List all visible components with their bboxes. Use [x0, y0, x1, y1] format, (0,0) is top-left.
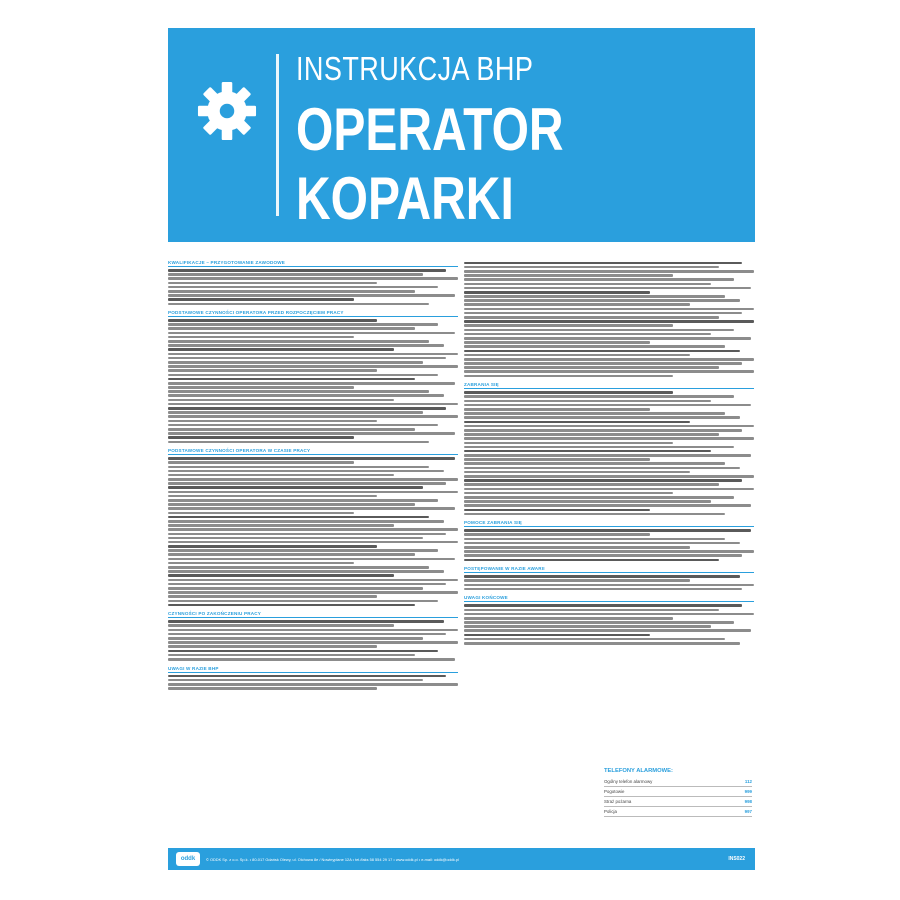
section-title: PODSTAWOWE CZYNNOŚCI OPERATORA PRZED ROZPOCZĘCIEM PRACY [168, 310, 458, 317]
text-line [464, 462, 725, 465]
text-line [464, 513, 725, 516]
text-line [464, 337, 751, 340]
instruction-section [464, 595, 754, 644]
text-line [464, 496, 734, 499]
text-line [168, 399, 394, 402]
text-line [168, 558, 455, 561]
poster-header [168, 28, 755, 242]
text-line [168, 491, 458, 494]
text-line [464, 316, 719, 319]
text-line [464, 362, 742, 365]
text-line [464, 391, 673, 394]
text-line [168, 495, 377, 498]
instruction-section [464, 520, 754, 561]
emergency-phones [604, 768, 752, 817]
text-line [464, 324, 673, 327]
text-line [464, 404, 751, 407]
text-line [168, 545, 377, 548]
text-line [464, 634, 650, 637]
text-line [464, 509, 650, 512]
instruction-section [168, 260, 458, 305]
text-line [464, 421, 690, 424]
text-line [168, 407, 446, 410]
text-line [168, 441, 429, 444]
text-line [168, 432, 455, 435]
text-line [168, 365, 458, 368]
text-line [464, 433, 719, 436]
text-line [168, 687, 377, 690]
text-line [168, 604, 415, 607]
text-line [464, 350, 740, 353]
text-line [168, 562, 354, 565]
text-line [168, 390, 429, 393]
text-line [464, 412, 725, 415]
text-line [464, 454, 751, 457]
text-line [464, 584, 754, 587]
phone-label: Policja [604, 809, 617, 814]
text-line [464, 479, 742, 482]
text-line [464, 329, 734, 332]
text-line [168, 340, 429, 343]
text-line [464, 625, 711, 628]
text-line [464, 270, 754, 273]
phone-row [604, 797, 752, 807]
text-line [168, 566, 429, 569]
text-line [464, 642, 740, 645]
text-line [464, 442, 673, 445]
text-line [464, 416, 740, 419]
text-line [168, 541, 458, 544]
instruction-section [464, 566, 754, 590]
text-line [168, 650, 438, 653]
text-line [168, 579, 458, 582]
text-line [464, 303, 690, 306]
company-logo: oddk [176, 852, 200, 866]
text-line [168, 457, 455, 460]
text-line [168, 533, 446, 536]
section-title: UWAGI W RAZIE BHP [168, 666, 458, 673]
poster-footer [168, 848, 755, 870]
text-line [464, 617, 673, 620]
footer-address: © ODDK Sp. z o.o. Sp.k. • 80-017 Gdańsk Olewy, ul. Olchowa 8e / Nowinyplane 12A • tel./faks 58 554 29 17 • www.oddk.pl • e-mail: oddk@oddk.pl [206, 856, 459, 862]
text-line [464, 333, 711, 336]
text-line [168, 424, 438, 427]
text-line [464, 579, 690, 582]
text-line [168, 282, 377, 285]
section-title: UWAGI KOŃCOWE [464, 595, 754, 602]
text-line [464, 542, 740, 545]
text-line [168, 374, 438, 377]
text-line [168, 537, 423, 540]
text-line [464, 504, 751, 507]
text-line [464, 287, 751, 290]
phones-title: TELEFONY ALARMOWE: [604, 768, 673, 774]
text-line [168, 298, 354, 301]
text-line [168, 336, 354, 339]
text-line [464, 488, 754, 491]
text-line [464, 529, 751, 532]
header-divider [276, 54, 279, 216]
text-line [464, 621, 734, 624]
text-line [168, 675, 446, 678]
text-line [168, 269, 446, 272]
text-line [168, 629, 458, 632]
text-line [168, 528, 458, 531]
text-line [464, 533, 650, 536]
text-line [168, 474, 394, 477]
gear-icon [194, 78, 260, 144]
text-line [464, 354, 690, 357]
text-line [464, 492, 673, 495]
text-line [168, 654, 415, 657]
text-line [168, 386, 354, 389]
text-line [168, 478, 458, 481]
text-line [168, 357, 446, 360]
text-line [464, 559, 719, 562]
phone-number: 997 [744, 809, 752, 814]
text-line [168, 394, 444, 397]
text-line [464, 345, 725, 348]
text-line [168, 507, 455, 510]
text-line [168, 466, 429, 469]
text-line [168, 486, 423, 489]
text-line [168, 553, 415, 556]
text-line [168, 344, 444, 347]
text-line [464, 471, 690, 474]
text-line [464, 312, 742, 315]
text-line [464, 295, 725, 298]
text-line [464, 341, 650, 344]
phone-number: 999 [744, 789, 752, 794]
poster-title-line2: KOPARKI [296, 165, 514, 232]
left-column [168, 260, 458, 695]
text-line [464, 308, 754, 311]
text-line [168, 524, 394, 527]
instruction-section [168, 611, 458, 660]
text-line [168, 600, 438, 603]
text-line [464, 450, 711, 453]
text-line [464, 475, 754, 478]
text-line [168, 461, 354, 464]
phone-number: 998 [744, 799, 752, 804]
text-line [464, 446, 734, 449]
text-line [168, 286, 438, 289]
text-line [464, 425, 754, 428]
text-line [168, 294, 455, 297]
poster-kicker: INSTRUKCJA BHP [296, 50, 534, 87]
text-line [464, 274, 673, 277]
text-line [464, 408, 650, 411]
instruction-section [464, 382, 754, 515]
text-line [168, 332, 455, 335]
text-line [168, 512, 354, 515]
text-line [464, 320, 754, 323]
text-line [168, 624, 394, 627]
instruction-section [168, 310, 458, 443]
text-line [168, 428, 415, 431]
text-line [464, 375, 673, 378]
text-line [168, 319, 377, 322]
text-line [168, 369, 377, 372]
text-line [168, 549, 438, 552]
text-line [464, 546, 690, 549]
phone-label: Ogólny telefon alarmowy [604, 779, 653, 784]
instruction-section [168, 666, 458, 690]
phone-number: 112 [744, 779, 752, 784]
text-line [168, 620, 444, 623]
text-line [464, 400, 711, 403]
poster-body [168, 260, 755, 842]
text-line [168, 679, 423, 682]
text-line [464, 299, 740, 302]
instruction-section [168, 448, 458, 606]
section-title: POSTĘPOWANIE W RAZIE AWARII [464, 566, 754, 573]
phone-label: Straż pożarna [604, 799, 632, 804]
text-line [464, 554, 742, 557]
text-line [168, 645, 377, 648]
text-line [168, 641, 458, 644]
text-line [464, 366, 719, 369]
text-line [168, 470, 444, 473]
phone-row [604, 777, 752, 787]
text-line [168, 595, 377, 598]
text-line [168, 378, 415, 381]
text-line [464, 538, 725, 541]
text-line [464, 429, 742, 432]
text-line [168, 633, 446, 636]
right-column [464, 260, 754, 650]
phone-row [604, 787, 752, 797]
section-title: CZYNNOŚCI PO ZAKOŃCZENIU PRACY [168, 611, 458, 618]
section-title: POMOCE ZABRANIA SIĘ [464, 520, 754, 527]
text-line [464, 609, 719, 612]
text-line [168, 637, 423, 640]
text-line [464, 283, 711, 286]
text-line [168, 290, 415, 293]
text-line [464, 278, 734, 281]
text-line [168, 570, 444, 573]
text-line [168, 574, 394, 577]
text-line [168, 683, 458, 686]
text-line [168, 361, 423, 364]
safety-instruction-poster [168, 28, 755, 870]
poster-title-line1: OPERATOR [296, 96, 564, 163]
text-line [464, 370, 754, 373]
text-line [464, 358, 754, 361]
text-line [168, 516, 429, 519]
text-line [168, 482, 446, 485]
section-title: KWALIFIKACJE – PRZYGOTOWANIE ZAWODOWE [168, 260, 458, 267]
text-line [464, 467, 740, 470]
text-line [464, 550, 754, 553]
text-line [464, 604, 742, 607]
text-line [464, 575, 740, 578]
footer-code: INS022 [728, 856, 745, 862]
text-line [464, 638, 725, 641]
phone-label: Pogotowie [604, 789, 625, 794]
text-line [168, 327, 415, 330]
text-line [168, 583, 446, 586]
text-line [464, 395, 734, 398]
phone-row [604, 807, 752, 817]
instruction-section [464, 262, 754, 378]
text-line [168, 420, 377, 423]
text-line [464, 483, 719, 486]
section-title: PODSTAWOWE CZYNNOŚCI OPERATORA W CZASIE PRACY [168, 448, 458, 455]
text-line [464, 262, 742, 265]
text-line [464, 437, 754, 440]
text-line [168, 382, 455, 385]
text-line [168, 323, 438, 326]
text-line [464, 458, 650, 461]
text-line [168, 520, 444, 523]
text-line [168, 658, 455, 661]
section-title: ZABRANIA SIĘ [464, 382, 754, 389]
text-line [168, 353, 458, 356]
text-line [464, 629, 751, 632]
text-line [168, 273, 423, 276]
text-line [168, 587, 423, 590]
text-line [464, 500, 711, 503]
text-line [168, 411, 423, 414]
text-line [168, 403, 458, 406]
text-line [168, 277, 458, 280]
text-line [168, 503, 415, 506]
text-line [464, 588, 742, 591]
text-line [464, 266, 719, 269]
text-line [168, 499, 438, 502]
text-line [168, 415, 458, 418]
text-line [168, 348, 394, 351]
text-line [168, 303, 429, 306]
text-line [464, 291, 650, 294]
text-line [464, 613, 754, 616]
text-line [168, 436, 354, 439]
text-line [168, 591, 458, 594]
